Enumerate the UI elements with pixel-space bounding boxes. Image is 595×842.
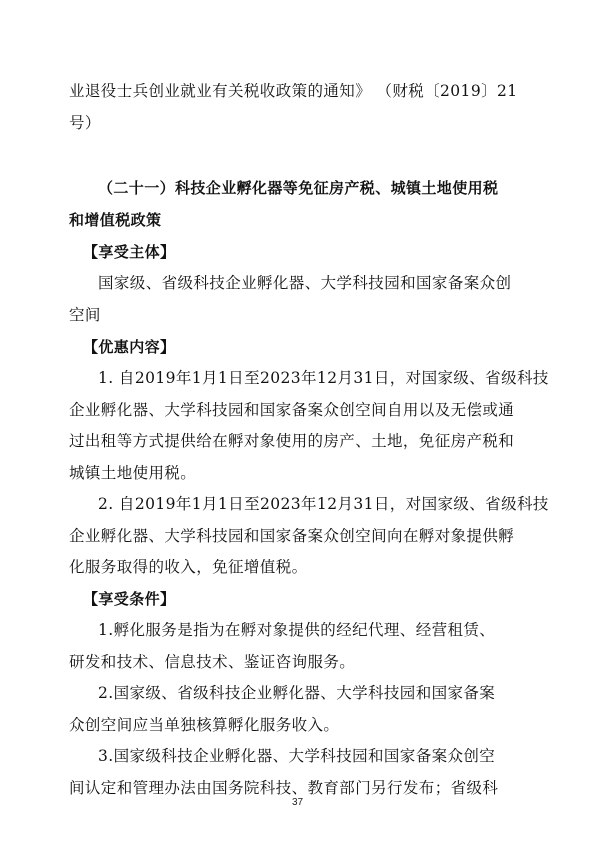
- section-heading: （二十一）科技企业孵化器等免征房产税、城镇土地使用税: [98, 179, 499, 197]
- subheading-benefit: 【优惠内容】: [83, 338, 176, 356]
- body-text-line: 空间: [69, 306, 101, 324]
- subheading-beneficiary: 【享受主体】: [83, 243, 176, 261]
- body-text-line: 企业孵化器、大学科技园和国家备案众创空间自用以及无偿或通: [69, 401, 515, 419]
- body-text-line: 众创空间应当单独核算孵化服务收入。: [69, 716, 340, 734]
- body-text-line: 2. 自2019年1月1日至2023年12月31日，对国家级、省级科技: [98, 495, 549, 513]
- body-text-line: 1. 自2019年1月1日至2023年12月31日，对国家级、省级科技: [98, 369, 549, 387]
- body-text-line: 研发和技术、信息技术、鉴证咨询服务。: [69, 653, 356, 671]
- body-text-line: 过出租等方式提供给在孵对象使用的房产、土地，免征房产税和: [69, 432, 515, 450]
- body-text-line: 企业孵化器、大学科技园和国家备案众创空间向在孵对象提供孵: [69, 527, 515, 545]
- body-text-line: 城镇土地使用税。: [69, 464, 197, 482]
- body-text-line: 国家级、省级科技企业孵化器、大学科技园和国家备案众创: [98, 274, 512, 292]
- body-text-line: 间认定和管理办法由国务院科技、教育部门另行发布；省级科: [69, 779, 499, 797]
- body-text-line: 业退役士兵创业就业有关税收政策的通知》 （财税〔2019〕21: [69, 82, 518, 100]
- body-text-line: 3.国家级科技企业孵化器、大学科技园和国家备案众创空: [98, 747, 496, 765]
- body-text-line: 化服务取得的收入，免征增值税。: [69, 558, 308, 576]
- body-text-line: 2.国家级、省级科技企业孵化器、大学科技园和国家备案: [98, 684, 496, 702]
- section-heading: 和增值税政策: [69, 211, 162, 229]
- body-text-line: 号）: [69, 114, 101, 132]
- body-text-line: 1.孵化服务是指为在孵对象提供的经纪代理、经营租赁、: [98, 621, 496, 639]
- page-number: 37: [291, 797, 304, 808]
- subheading-conditions: 【享受条件】: [83, 590, 176, 608]
